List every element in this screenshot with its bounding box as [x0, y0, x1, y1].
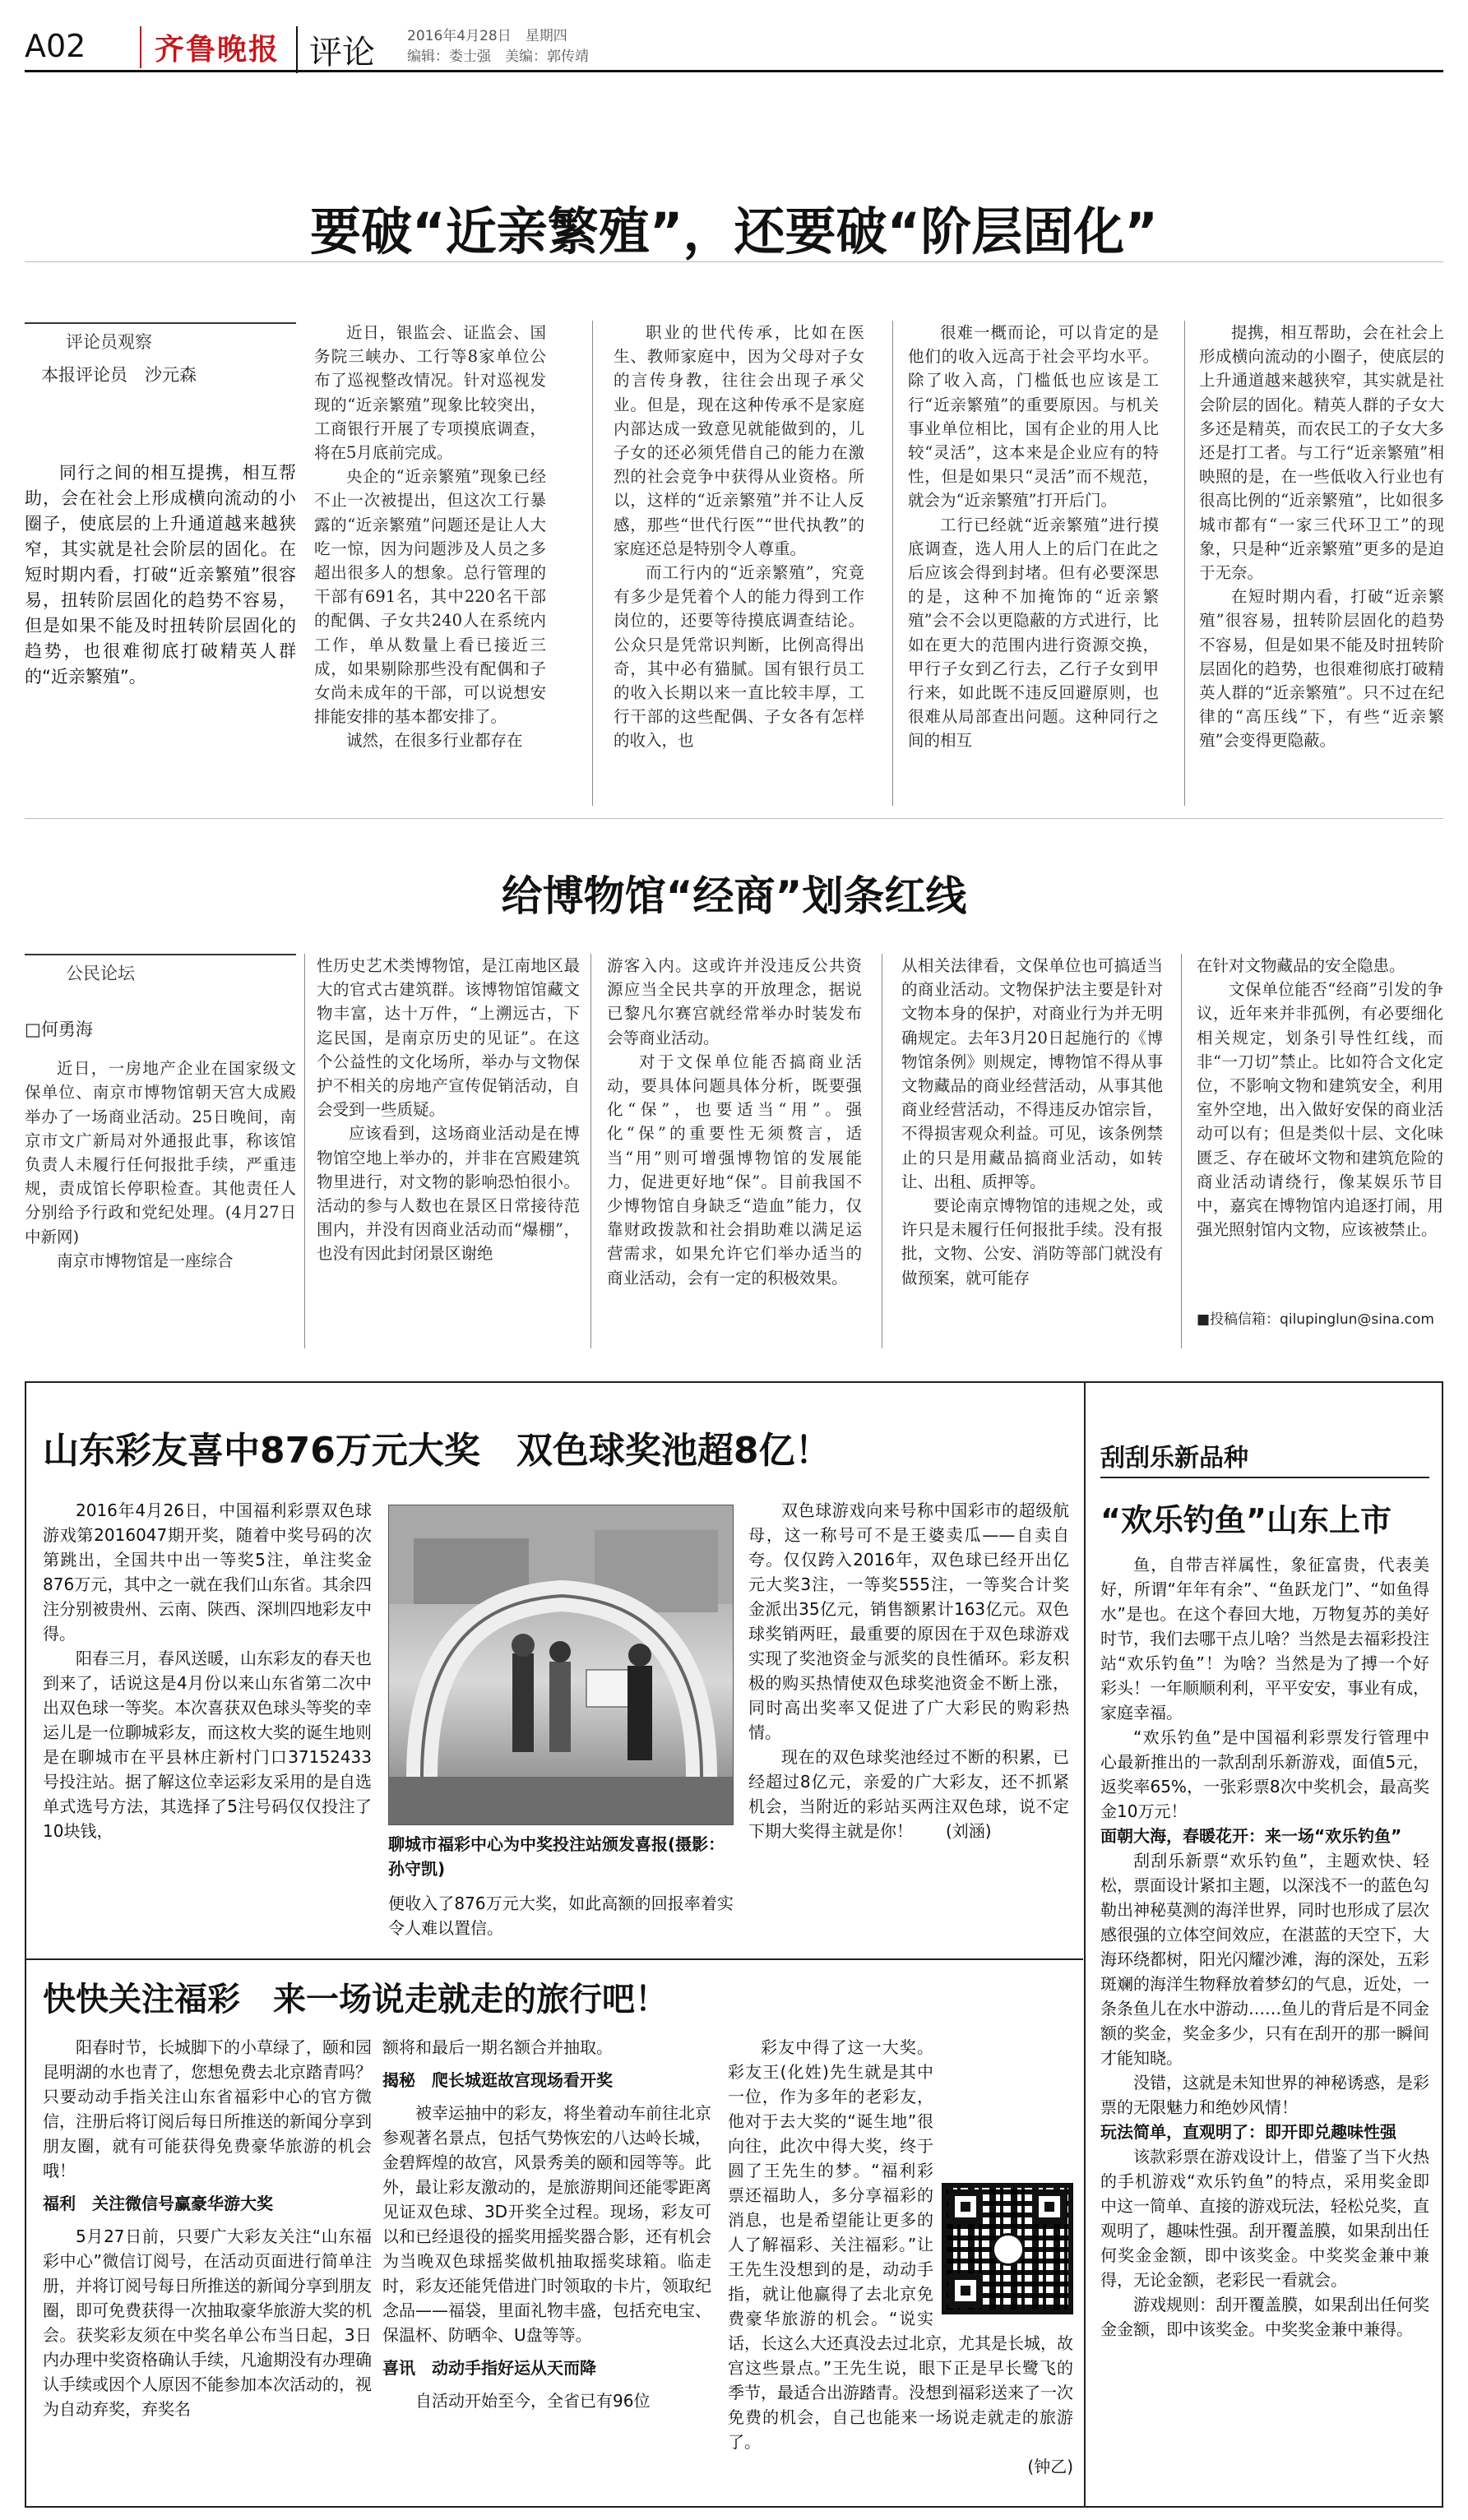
qr-finder: [948, 2273, 983, 2308]
article2-title: 给博物馆“经商”划条红线: [501, 872, 967, 920]
paragraph: 很难一概而论，可以肯定的是他们的收入远高于社会平均水平。除了收入高，门槛低也应该是工行“近亲繁殖”的重要原因。与机关事业单位相比，国有企业的用人比较“灵活”，这本来是企业应有的特性，但是如果只“灵活”而不规范，就会为“近亲繁殖”打开后门。: [908, 323, 1159, 511]
lottery-column-1: [43, 1498, 372, 1901]
paragraph: 彩友中得了这一大奖。彩友王(化姓)先生就是其中一位，作为多年的老彩友，他对于去大奖的“诞生地”很向往，此次中得大奖，终于圆了王先生的梦。“福利彩票还福助人，多分享福彩的消息，也是希望能让更多的人了解福彩、关注福彩。”让王先生没想到的是，动动手指，就让他赢得了去北京免费豪华旅游的机会。“说实话，长这么大还真没去过北京，尤其是长城，故宫这些景点。”王先生说，眼下正是早长鹭飞的季节，最适合出游踏青。没想到福彩送来了一次免费的机会，自己也能来一场说走就走的旅游了。: [728, 2037, 1073, 2452]
sidebar-subtitle: “欢乐钓鱼”山东上市: [1100, 1502, 1392, 1538]
paragraph: 阳春三月，春风送暖，山东彩友的春天也到来了，话说这是4月份以来山东省第二次中出双色球一等奖。本次喜获双色球头等奖的幸运儿是一位聊城彩友，而这枚大奖的诞生地则是在聊城市在平县林庄新村门口37152433号投注站。据了解这位幸运彩友采用的是自选单式选号方法，其选择了5注号码仅仅投注了10块钱，: [43, 1648, 372, 1841]
column-rule: [592, 321, 593, 806]
article2-column-tag: 公民论坛: [25, 954, 296, 985]
paragraph: 诚然，在很多行业都存在: [346, 731, 523, 751]
paragraph: 没错，这就是未知世界的神秘诱惑，是彩票的无限魅力和绝妙风情！: [1100, 2073, 1429, 2117]
paragraph: 要论南京博物馆的违规之处，或许只是未履行任何报批手续。没有报批，文物、公安、消防等部门就没有做预案，就可能存: [901, 1196, 1163, 1288]
article2-column-4: [901, 954, 1163, 1348]
article1-column-2: [614, 321, 864, 806]
page-number: A02: [25, 28, 86, 64]
paragraph: 刮刮乐新票“欢乐钓鱼”，主题欢快、轻松，票面设计紧扣主题，以深浅不一的蓝色勾勒出神秘莫测的海洋世界，同时也形成了层次感很强的立体空间效应，在湛蓝的天空下，大海环绕都树，阳光闪耀沙滩，海的深处，五彩斑斓的海洋生物释放着梦幻的气息，近处，一条条鱼儿在水中游动……鱼儿的背后是不同金额的奖金，奖金多少，只有在刮开的那一瞬间才能知晓。: [1100, 1851, 1429, 2068]
paragraph: 双色球游戏向来号称中国彩市的超级航母，这一称号可不是王婆卖瓜——自卖自夸。仅仅跨入2016年，双色球已经开出亿元大奖3注，一等奖555注，一等奖合计奖金派出35亿元，销售额累计163亿元。双色球奖销两旺，最重要的原因在于双色球游戏实现了奖池资金与派奖的良性循环。彩友积极的购买热情使双色球奖池资金不断上涨，同时高出奖率又促进了广大彩民的购彩热情。: [748, 1500, 1069, 1742]
photo-illustration: [389, 1505, 734, 1825]
subheading: 面朝大海，春暖花开：来一场“欢乐钓鱼”: [1100, 1826, 1402, 1846]
article2-byline: □何勇海: [25, 1020, 93, 1039]
divider: [1100, 1477, 1429, 1478]
paragraph: 从相关法律看，文保单位也可搞适当的商业活动。文物保护法主要是针对文物本身的保护，对商业行为并无明确规定。去年3月20日起施行的《博物馆条例》则规定，博物馆不得从事文物藏品的商业经营活动，从事其他商业经营活动，不得违反办馆宗旨，不得损害观众利益。可见，该条例禁止的只是用藏品搞商业活动，如转让、出租、质押等。: [901, 956, 1163, 1191]
box-divider: [1084, 1383, 1086, 2506]
column-rule: [892, 321, 893, 806]
paragraph: 鱼，自带吉祥属性，象征富贵，代表美好，所谓“年年有余”、“鱼跃龙门”、“如鱼得水”是也。在这个春回大地，万物复苏的美好时节，我们去哪干点儿啥？当然是去福彩投注站“欢乐钓鱼”！为啥？当然是为了搏一个好彩头！一年顺顺利利，平平安安，事业有成，家庭幸福。: [1100, 1555, 1429, 1722]
paragraph: 额将和最后一期名额合并抽取。: [382, 2037, 613, 2057]
article1-column-3: [908, 321, 1159, 806]
issue-meta: [407, 26, 589, 67]
paragraph: 央企的“近亲繁殖”现象已经不止一次被提出，但这次工行暴露的“近亲繁殖”问题还是让人大吃一惊，因为问题涉及人员之多超出很多人的想象。总行管理的干部有691名，其中220名干部的配偶、子女共240人在系统内工作，单从数量上看已接近三成，如果剔除那些没有配偶和子女尚未成年的干部，可以说想安排能安排的基本都安排了。: [314, 467, 546, 727]
subheading: 喜讯 动动手指好运从天而降: [382, 2358, 596, 2378]
paragraph: 该款彩票在游戏设计上，借鉴了当下火热的手机游戏“欢乐钓鱼”的特点，采用奖金即中这一简单、直接的游戏玩法，轻松兑奖，直观明了，趣味性强。刮开覆盖膜，如果刮出任何奖金金额，即中该奖金。中奖奖金兼中兼得，无论金额，老彩民一看就会。: [1100, 2147, 1429, 2290]
paragraph: 对于文保单位能否搞商业活动，要具体问题具体分析，既要强化“保”，也要适当“用”。强化“保”的重要性无须赘言，适当“用”则可增强博物馆的发展能力，促进更好地“保”。目前我国不少博物馆自身缺乏“造血”能力，仅靠财政拨款和社会捐助难以满足运营需求，如果允许它们举办适当的商业活动，会有一定的积极效果。: [607, 1052, 862, 1288]
subheading: 福利 关注微信号赢豪华游大奖: [43, 2194, 273, 2213]
qr-logo-icon: [992, 2233, 1025, 2266]
paragraph: 近日，银监会、证监会、国务院三峡办、工行等8家单位公布了巡视整改情况。针对巡视发现的“近亲繁殖”现象比较突出，工商银行开展了专项摸底调查，将在5月底前完成。: [314, 323, 546, 463]
paragraph: 文保单位能否“经商”引发的争议，近年来并非孤例，有必要细化相关规定，划条引导性红线，而非“一刀切”禁止。比如符合文化定位，不影响文物和建筑安全，利用室外空地，出入做好安保的商业活动可以有；但是类似十层、文化味匮乏、存在破坏文物和建筑危险的商业活动请绕行，像某娱乐节目中，嘉宾在博物馆内追逐打闹，用强光照射馆内文物，应该被禁止。: [1197, 980, 1443, 1240]
paragraph: 工行已经就“近亲繁殖”进行摸底调查，选人用人上的后门在此之后应该会得到封堵。但有必要深思的是，这种不加掩饰的“近亲繁殖”会不会以更隐蔽的方式进行，比如在更大的范围内进行资源交换，甲行子女到乙行去，乙行子女到甲行来，如此既不违反回避原则，也很难从局部查出问题。这种同行之间的相互: [908, 515, 1159, 751]
article1-column-4: [1199, 321, 1444, 806]
lottery-headline-2: 快快关注福彩 来一场说走就走的旅行吧！: [43, 1981, 668, 2018]
submission-email: ■投稿信箱：qilupinglun@sina.com: [1197, 1311, 1434, 1328]
travel-column-2: [382, 2035, 711, 2495]
subheading: 玩法简单，直观明了：即开即兑趣味性强: [1100, 2122, 1396, 2142]
paragraph: 南京市博物馆是一座综合: [57, 1251, 234, 1270]
divider: [26, 1958, 1083, 1960]
paragraph: 性历史艺术类博物馆，是江南地区最大的官式古建筑群。该博物馆馆藏文物丰富，达十万件，“上溯远古，下迄民国，是南京历史的见证”。在这个公益性的文化场所，举办与文物保护不相关的房地产宣传促销活动，自会受到一些质疑。: [317, 956, 580, 1120]
paragraph: 自活动开始至今，全省已有96位: [415, 2391, 651, 2411]
paragraph: 游戏规则：刮开覆盖膜，如果刮出任何奖金金额，即中该奖金。中奖奖金兼中兼得。: [1100, 2295, 1429, 2339]
paragraph: 阳春时节，长城脚下的小草绿了，颐和园昆明湖的水也青了，您想免费去北京踏青吗？只要动动手指关注山东省福彩中心的官方微信，注册后将订阅后每日所推送的新闻分享到朋友圈，就有可能获得免费豪华旅游的机会哦！: [43, 2037, 372, 2180]
qr-finder: [948, 2189, 983, 2224]
lottery-headline: 山东彩友喜中876万元大奖 双色球奖池超8亿！: [43, 1430, 831, 1472]
lottery-column-3: [748, 1498, 1069, 1946]
photo-caption: 聊城市福彩中心为中奖投注站颁发喜报(摄影：孙守凯): [388, 1834, 725, 1879]
article2-column-5: [1197, 954, 1443, 1291]
article1-column-1: [314, 321, 546, 806]
editor-credit: 编辑：娄士强 美编：郭传靖: [407, 49, 589, 65]
sidebar-title: 刮刮乐新品种: [1100, 1444, 1248, 1473]
article1-lead: 同行之间的相互提携，相互帮助，会在社会上形成横向流动的小圈子，使底层的上升通道越来越狭窄，其实就是社会阶层的固化。在短时期内看，打破“近亲繁殖”很容易，扭转阶层固化的趋势不容易，但是如果不能及时扭转阶层固化的趋势，也很难彻底打破精英人群的“近亲繁殖”。: [25, 463, 296, 687]
paragraph: “欢乐钓鱼”是中国福利彩票发行管理中心最新推出的一款刮刮乐新游戏，面值5元，返奖率65%，一张彩票8次中奖机会，最高奖金10万元！: [1100, 1727, 1429, 1821]
lottery-column-2: [388, 1891, 734, 1942]
paragraph: 在短时期内看，打破“近亲繁殖”很容易，扭转阶层固化的趋势不容易，但是如果不能及时扭转阶层固化的趋势，也很难彻底打破精英人群的“近亲繁殖”。只不过在纪律的“高压线”下，有些“近亲繁殖”会变得更隐蔽。: [1199, 587, 1444, 751]
paragraph: 近日，一房地产企业在国家级文保单位、南京市博物馆朝天宫大成殿举办了一场商业活动。25日晚间，南京市文广新局对外通报此事，称该馆负责人未履行任何报批手续，严重违规，责成馆长停职检查。其他责任人分别给予行政和党纪处理。(4月27日中新网): [25, 1059, 296, 1246]
travel-column-1: [43, 2035, 372, 2495]
article2-column-2: [317, 954, 580, 1348]
qr-code: [942, 2183, 1073, 2314]
paragraph: 5月27日前，只要广大彩友关注“山东福彩中心”微信订阅号，在活动页面进行简单注册，并将订阅号每日所推送的新闻分享到朋友圈，即可免费获得一次抽取豪华旅游大奖的机会。获奖彩友须在中奖名单公布当日起，3日内办理中奖资格确认手续，凡逾期没有办理确认手续或因个人原因不能参加本次活动的，视为自动弃奖，弃奖名: [43, 2226, 372, 2419]
article1-byline: 本报评论员 沙元森: [41, 365, 197, 385]
divider: [25, 261, 1443, 262]
paragraph: 提携，相互帮助，会在社会上形成横向流动的小圈子，使底层的上升通道越来越狭窄，其实就是社会阶层的固化。精英人群的子女大多还是精英，而农民工的子女大多还是打工者。与工行“近亲繁殖”相映照的是，在一些低收入行业也有很高比例的“近亲繁殖”，比如很多城市都有“一家三代环卫工”的现象，只是种“近亲繁殖”更多的是迫于无奈。: [1199, 323, 1444, 583]
article2-column-1: [25, 1018, 296, 1347]
column-rule: [1184, 321, 1185, 806]
column-rule: [304, 954, 305, 1348]
paragraph: 2016年4月26日，中国福利彩票双色球游戏第2016047期开奖，随着中奖号码的次第跳出，全国共中出一等奖5注，单注奖金876万元，其中之一就在我们山东省。其余四注分别被贵州、云南、陕西、深圳四地彩友中得。: [43, 1500, 372, 1644]
paragraph: 而工行内的“近亲繁殖”，究竟有多少是凭着个人的能力得到工作岗位的，还要等待摸底调查结论。公众只是凭常识判断，比例高得出奇，其中必有猫腻。国有银行员工的收入长期以来一直比较丰厚，工行干部的这些配偶、子女各有怎样的收入，也: [614, 563, 864, 751]
award-ceremony-photo: [388, 1505, 734, 1825]
column-rule: [590, 954, 591, 1348]
paragraph: 在针对文物藏品的安全隐患。: [1197, 956, 1405, 975]
article1-title: 要破“近亲繁殖”，还要破“阶层固化”: [310, 201, 1158, 261]
masthead: [25, 23, 1443, 72]
divider: [25, 818, 1443, 819]
paragraph: 被幸运抽中的彩友，将坐着动车前往北京参观著名景点，包括气势恢宏的八达岭长城，金碧辉煌的故宫，风景秀美的颐和园等等。此外，最让彩友激动的，是旅游期间还能零距离见证双色球、3D开奖全过程。现场，彩友可以和已经退役的摇奖用摇奖器合影，还有机会为当晚双色球摇奖做机抽取摇奖球箱。临走时，彩友还能凭借进门时领取的卡片，领取纪念品——福袋，里面礼物丰盛，包括充电宝、保温杯、防晒伞、U盘等等。: [382, 2103, 711, 2345]
paragraph: 职业的世代传承，比如在医生、教师家庭中，因为父母对子女的言传身教，往往会出现子承父业。但是，现在这种传承不是家庭内部达成一致意见就能做到的，儿子女的还必须凭借自己的能力在激烈的社会竞争中获得从业资格。所以，这样的“近亲繁殖”并不让人反感，那些“世代行医”“世代执教”的家庭还总是特别令人尊重。: [614, 323, 864, 558]
qr-finder: [1032, 2189, 1067, 2224]
travel-column-3: [728, 2035, 1073, 2495]
issue-date: 2016年4月28日 星期四: [407, 28, 567, 44]
paragraph: 游客入内。这或许并没违反公共资源应当全民共享的开放理念，据说已黎凡尔赛宫就经常举办时装发布会等商业活动。: [607, 956, 862, 1047]
column-rule: [1181, 954, 1182, 1348]
author-sign: (钟乙): [1027, 2457, 1073, 2476]
subheading: 揭秘 爬长城逛故宫现场看开奖: [382, 2070, 613, 2090]
article1-column-tag: 评论员观察: [25, 322, 296, 354]
sidebar-body: [1100, 1552, 1429, 2498]
paragraph: 应该看到，这场商业活动是在博物馆空地上举办的，并非在宫殿建筑物里进行，对文物的影响恐怕很小。活动的参与人数也在景区日常接待范围内，并没有因商业活动而“爆棚”，也没有因此封闭景区谢绝: [317, 1124, 580, 1264]
section-title: 评论: [296, 26, 375, 73]
article2-column-3: [607, 954, 862, 1348]
paragraph: 现在的双色球奖池经过不断的积累，已经超过8亿元，亲爱的广大彩友，还不抓紧机会，当附近的彩站买两注双色球，说不定下期大奖得主就是你！ (刘涵): [748, 1747, 1069, 1841]
newspaper-logo: 齐鲁晚报: [140, 26, 280, 68]
paragraph: 便收入了876万元大奖，如此高额的回报率着实令人难以置信。: [388, 1893, 734, 1938]
